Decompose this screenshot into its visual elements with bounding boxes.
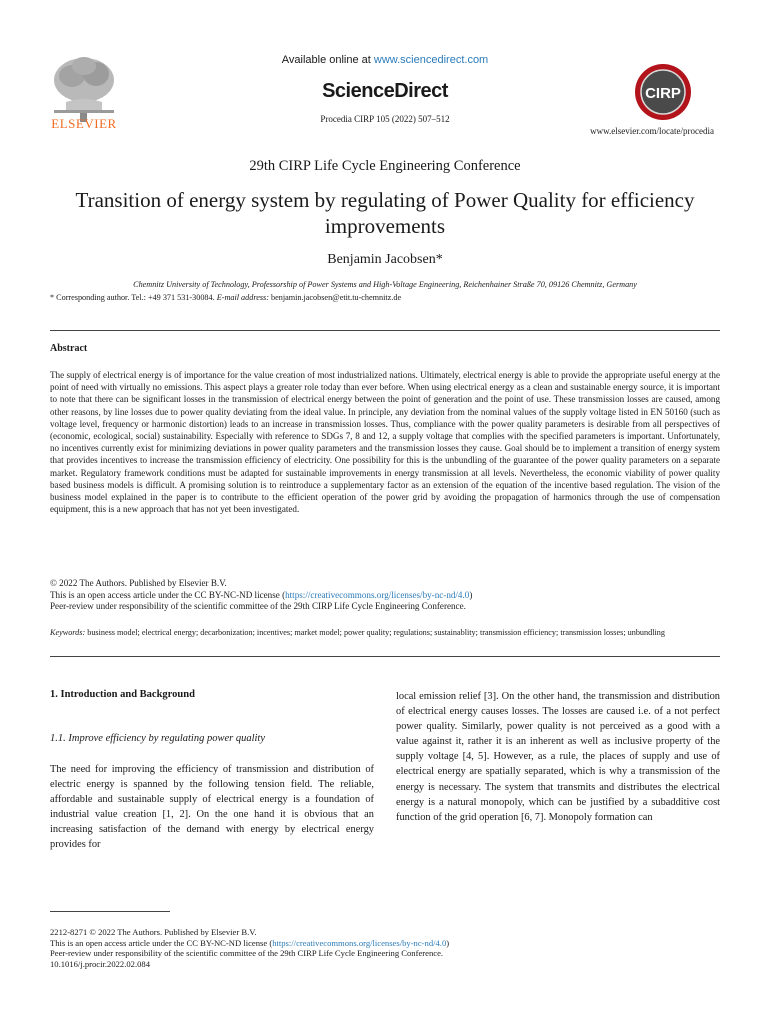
left-column-text: The need for improving the efficiency of transmission and distribution of electric energy is spanned by the following tension field. The reliable, affordable and sustainable supply of electrical energy is a foundation of industrial value creation [1, 2]. On the one hand it is obvious that an increasing satisfaction of the demand with energy by electrical energy provides for <box>50 764 374 851</box>
keywords-label: Keywords: <box>50 628 86 637</box>
doi-line[interactable]: 10.1016/j.procir.2022.02.084 <box>50 958 151 969</box>
subsection-heading: 1.1. Improve efficiency by regulating power quality <box>50 733 265 744</box>
available-prefix: Available online at <box>281 54 374 66</box>
paper-title: Transition of energy system by regulating of Power Quality for efficiency improvements <box>75 188 695 238</box>
footer-license-line <box>50 938 720 949</box>
right-column-text: local emission relief [3]. On the other hand, the transmission and distribution of electrical energy causes losses. The losses are caused i.e. of a not perfect power quality. Similarly, power quality is not perceived as a good with a value against it, rather it is an inherent as well as inclusive property of the supply voltage [4, 5]. However, as a rule, the places of supply and use of electrical energy are spatially separated, which is why a transmission of the energy is necessary. The system that transmits and distributes the electrical energy is a natural monopoly, which can be justified by a subadditive cost function of the grid operation [6, 7]. Monopoly formation can <box>396 691 720 823</box>
license-line <box>50 590 720 602</box>
peer-review-line: Peer-review under responsibility of the scientific committee of the 29th CIRP Life Cycle Engineering Conference. <box>50 601 466 611</box>
page-footer <box>50 927 720 969</box>
license-suffix: ) <box>469 589 473 600</box>
abstract-heading: Abstract <box>50 343 88 354</box>
abstract-body: The supply of electrical energy is of importance for the value creation of most industrialized nations. Ultimately, electrical energy is able to provide the appropriate useful energy at the point of need with virtually no emissions. This aspect plays a greater role today than ever before. When using electrical energy as a clean and sustainable energy source, it is important to note that there can be significant losses in the transmission of electrical energy between the point of generation and the point of use. These transmission losses are caused, among other reasons, by line losses due to power quality deviating from the ideal value. In principle, any deviation from the nominal values of the supply voltage listed in EN 50160 (such as voltage level, frequency or harmonic distortion) leads to an increase in transmission losses. Thus, compliance with the power quality parameters is desirable from all perspectives of (economic, ecological, social) sustainability. Especially with reference to SDGs 7, 8 and 12, a supply voltage that complies with the specified parameters is important. Unfortunately, no incentives currently exist for minimizing deviations in power quality parameters and the transmission losses they cause. Goal should be to implement a transition of energy system that provides incentives to increase the transmission efficiency of electricity. One possibility for this is the unbundling of the guarantee of the power quality parameters on a separate market. Regulatory framework conditions must be adapted for sustainable improvements in energy transmission at all levels. Nevertheless, the economic viability of power quality based business models is difficult. A promising solution is to reintroduce a supplementary factor as an extension of the equation of the incentive based regulation. The vision of the business model explained in the paper is to contribute to the efficient operation of the power grid by avoiding the propagation of harmonics through the use of compensation equipment, this is a new approach that has not yet been investigated. <box>50 370 720 515</box>
journal-reference: Procedia CIRP 105 (2022) 507–512 <box>320 114 450 124</box>
sciencedirect-wordmark: ScienceDirect <box>322 80 448 102</box>
elsevier-wordmark: ELSEVIER <box>51 116 117 131</box>
footer-rule <box>50 911 170 912</box>
footer-peer-review: Peer-review under responsibility of the scientific committee of the 29th CIRP Life Cycle Engineering Conference. <box>50 948 444 959</box>
license-prefix: This is an open access article under the CC BY-NC-ND license ( <box>50 589 286 600</box>
footer-license-link[interactable]: https://creativecommons.org/licenses/by-nc-nd/4.0 <box>272 937 447 948</box>
cirp-logo <box>630 62 696 122</box>
sciencedirect-link[interactable]: www.sciencedirect.com <box>373 54 489 66</box>
abstract-bottom-rule <box>50 656 720 657</box>
abstract-copyright-block <box>50 578 720 613</box>
license-link[interactable]: https://creativecommons.org/licenses/by-nc-nd/4.0 <box>285 589 470 600</box>
cirp-logo-text: CIRP <box>645 85 681 102</box>
abstract-top-rule <box>50 330 720 331</box>
footer-license-suffix: ) <box>446 937 450 948</box>
corresponding-prefix: * Corresponding author. Tel.: +49 371 531-30084. <box>50 293 215 302</box>
conference-name: 29th CIRP Life Cycle Engineering Conference <box>249 158 521 174</box>
journal-url[interactable]: www.elsevier.com/locate/procedia <box>590 126 714 136</box>
keywords-list: business model; electrical energy; decarbonization; incentives; market model; power quality; regulations; sustainablity; transmission efficiency; transmission losses; unbundling <box>87 628 665 637</box>
footer-license-prefix: This is an open access article under the CC BY-NC-ND license ( <box>50 937 273 948</box>
author-name: Benjamin Jacobsen* <box>327 252 443 267</box>
copyright-line: © 2022 The Authors. Published by Elsevier B.V. <box>50 578 227 588</box>
keywords-line <box>50 627 720 638</box>
email-label: E-mail address: <box>216 293 269 302</box>
author-email[interactable]: benjamin.jacobsen@etit.tu-chemnitz.de <box>271 293 402 302</box>
corresponding-author-line <box>50 293 720 302</box>
section-heading: 1. Introduction and Background <box>50 689 195 700</box>
available-online-line <box>200 54 570 66</box>
author-affiliation: Chemnitz University of Technology, Professorship of Power Systems and High-Voltage Engineering, Reichenhainer Straße 70, 09126 Chemnitz, Germany <box>133 280 637 289</box>
issn-line: 2212-8271 © 2022 The Authors. Published by Elsevier B.V. <box>50 927 257 937</box>
